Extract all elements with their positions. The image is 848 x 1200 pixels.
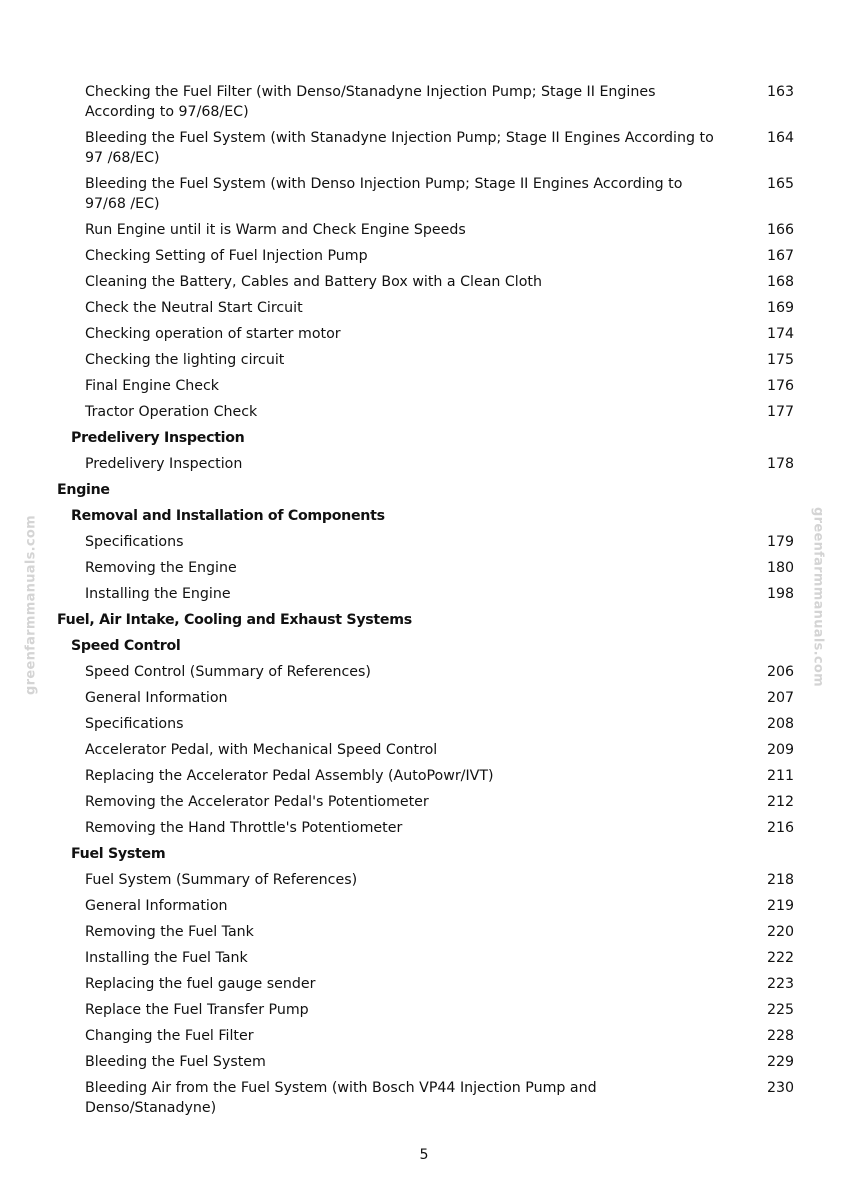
toc-entry[interactable]	[0, 532, 848, 552]
toc-entry-title: Fuel System (Summary of References)	[85, 872, 358, 888]
toc-entry-title: Cleaning the Battery, Cables and Battery Box with a Clean Cloth	[85, 274, 542, 290]
toc-entry-page-number: 169	[767, 300, 795, 316]
toc-entry-page-number: 229	[767, 1054, 795, 1070]
toc-entry-title: Predelivery Inspection	[71, 430, 245, 446]
toc-entry[interactable]	[0, 766, 848, 786]
toc-entry-page-number: 167	[767, 248, 795, 264]
toc-entry[interactable]	[0, 714, 848, 734]
toc-entry[interactable]	[0, 688, 848, 708]
toc-section[interactable]	[0, 506, 848, 526]
toc-entry-title: Replacing the fuel gauge sender	[85, 976, 316, 992]
toc-entry-title: Removal and Installation of Components	[71, 508, 385, 524]
toc-entry-page-number: 180	[767, 560, 795, 576]
watermark-left: greenfarmmanuals.com	[23, 515, 39, 695]
toc-entry[interactable]	[0, 174, 848, 214]
toc-chapter[interactable]	[0, 480, 848, 500]
toc-entry-title: Installing the Fuel Tank	[85, 950, 248, 966]
toc-entry-page-number: 177	[767, 404, 795, 420]
toc-entry-page-number: 220	[767, 924, 795, 940]
toc-entry-page-number: 219	[767, 898, 795, 914]
toc-entry-title: Bleeding the Fuel System (with Stanadyne Injection Pump; Stage II Engines According to 97 /68/EC)	[85, 130, 714, 166]
toc-entry[interactable]	[0, 558, 848, 578]
toc-entry[interactable]	[0, 948, 848, 968]
toc-entry-page-number: 228	[767, 1028, 795, 1044]
toc-entry-title: Checking Setting of Fuel Injection Pump	[85, 248, 368, 264]
toc-entry-page-number: 166	[767, 222, 795, 238]
toc-entry[interactable]	[0, 246, 848, 266]
toc-entry-page-number: 174	[767, 326, 795, 342]
toc-entry-title: General Information	[85, 898, 228, 914]
toc-chapter[interactable]	[0, 610, 848, 630]
toc-entry[interactable]	[0, 818, 848, 838]
toc-entry-page-number: 176	[767, 378, 795, 394]
toc-entry[interactable]	[0, 870, 848, 890]
toc-entry-page-number: 179	[767, 534, 795, 550]
toc-entry-title: Speed Control (Summary of References)	[85, 664, 371, 680]
toc-entry-title: Run Engine until it is Warm and Check Engine Speeds	[85, 222, 466, 238]
toc-entry-title: Bleeding the Fuel System (with Denso Injection Pump; Stage II Engines According to 97/68 /EC)	[85, 176, 683, 212]
toc-entry-page-number: 178	[767, 456, 795, 472]
toc-entry-page-number: 223	[767, 976, 795, 992]
toc-entry[interactable]	[0, 128, 848, 168]
toc-entry[interactable]	[0, 584, 848, 604]
toc-entry-page-number: 206	[767, 664, 795, 680]
toc-entry-title: Engine	[57, 482, 110, 498]
toc-entry-page-number: 198	[767, 586, 795, 602]
toc-entry[interactable]	[0, 402, 848, 422]
toc-entry-title: Installing the Engine	[85, 586, 231, 602]
toc-entry[interactable]	[0, 1078, 848, 1118]
toc-entry-title: Predelivery Inspection	[85, 456, 243, 472]
toc-entry[interactable]	[0, 220, 848, 240]
toc-entry-title: Check the Neutral Start Circuit	[85, 300, 303, 316]
toc-entry-page-number: 208	[767, 716, 795, 732]
toc-entry[interactable]	[0, 740, 848, 760]
toc-entry[interactable]	[0, 324, 848, 344]
toc-entry-title: Changing the Fuel Filter	[85, 1028, 254, 1044]
toc-entry-page-number: 212	[767, 794, 795, 810]
toc-entry[interactable]	[0, 1052, 848, 1072]
toc-entry-title: Checking the Fuel Filter (with Denso/Stanadyne Injection Pump; Stage II Engines According to 97/68/EC)	[85, 84, 656, 120]
toc-entry-title: Removing the Hand Throttle's Potentiometer	[85, 820, 403, 836]
toc-entry[interactable]	[0, 662, 848, 682]
toc-entry-title: Bleeding Air from the Fuel System (with Bosch VP44 Injection Pump and Denso/Stanadyne)	[85, 1080, 597, 1116]
toc-entry-title: Replace the Fuel Transfer Pump	[85, 1002, 309, 1018]
toc-entry-page-number: 216	[767, 820, 795, 836]
toc-entry-title: Fuel System	[71, 846, 166, 862]
toc-entry[interactable]	[0, 82, 848, 122]
toc-entry-title: Final Engine Check	[85, 378, 219, 394]
toc-entry-title: Tractor Operation Check	[85, 404, 258, 420]
toc-entry[interactable]	[0, 454, 848, 474]
toc-entry-page-number: 225	[767, 1002, 795, 1018]
toc-entry-title: Checking the lighting circuit	[85, 352, 285, 368]
toc-entry-page-number: 211	[767, 768, 795, 784]
toc-entry-page-number: 209	[767, 742, 795, 758]
toc-entry-title: Specifications	[85, 534, 184, 550]
toc-entry[interactable]	[0, 298, 848, 318]
toc-entry-title: Accelerator Pedal, with Mechanical Speed Control	[85, 742, 438, 758]
toc-entry-page-number: 165	[767, 176, 795, 192]
toc-entry-title: Fuel, Air Intake, Cooling and Exhaust Systems	[57, 612, 412, 628]
toc-entry-title: Speed Control	[71, 638, 181, 654]
toc-entry-page-number: 218	[767, 872, 795, 888]
toc-entry[interactable]	[0, 974, 848, 994]
toc-entry-title: Removing the Fuel Tank	[85, 924, 254, 940]
toc-section[interactable]	[0, 636, 848, 656]
toc-entry-page-number: 175	[767, 352, 795, 368]
toc-entry-title: Checking operation of starter motor	[85, 326, 341, 342]
toc-entry[interactable]	[0, 922, 848, 942]
watermark-right: greenfarmmanuals.com	[810, 507, 826, 687]
toc-entry-title: Specifications	[85, 716, 184, 732]
toc-entry-page-number: 230	[767, 1080, 795, 1096]
toc-entry-title: Removing the Engine	[85, 560, 237, 576]
toc-entry[interactable]	[0, 1026, 848, 1046]
toc-entry-title: Bleeding the Fuel System	[85, 1054, 266, 1070]
toc-entry-page-number: 168	[767, 274, 795, 290]
page-number: 5	[419, 1147, 429, 1163]
toc-entry[interactable]	[0, 792, 848, 812]
toc-section[interactable]	[0, 844, 848, 864]
toc-entry-title: Replacing the Accelerator Pedal Assembly (AutoPowr/IVT)	[85, 768, 494, 784]
toc-entry[interactable]	[0, 272, 848, 292]
toc-entry[interactable]	[0, 350, 848, 370]
toc-entry-title: Removing the Accelerator Pedal's Potentiometer	[85, 794, 429, 810]
toc-entry-page-number: 207	[767, 690, 795, 706]
toc-entry[interactable]	[0, 1000, 848, 1020]
table-of-contents	[0, 82, 848, 1124]
toc-entry[interactable]	[0, 896, 848, 916]
toc-entry-page-number: 222	[767, 950, 795, 966]
toc-entry-page-number: 164	[767, 130, 795, 146]
toc-entry-page-number: 163	[767, 84, 795, 100]
toc-section[interactable]	[0, 428, 848, 448]
toc-entry-title: General Information	[85, 690, 228, 706]
toc-entry[interactable]	[0, 376, 848, 396]
